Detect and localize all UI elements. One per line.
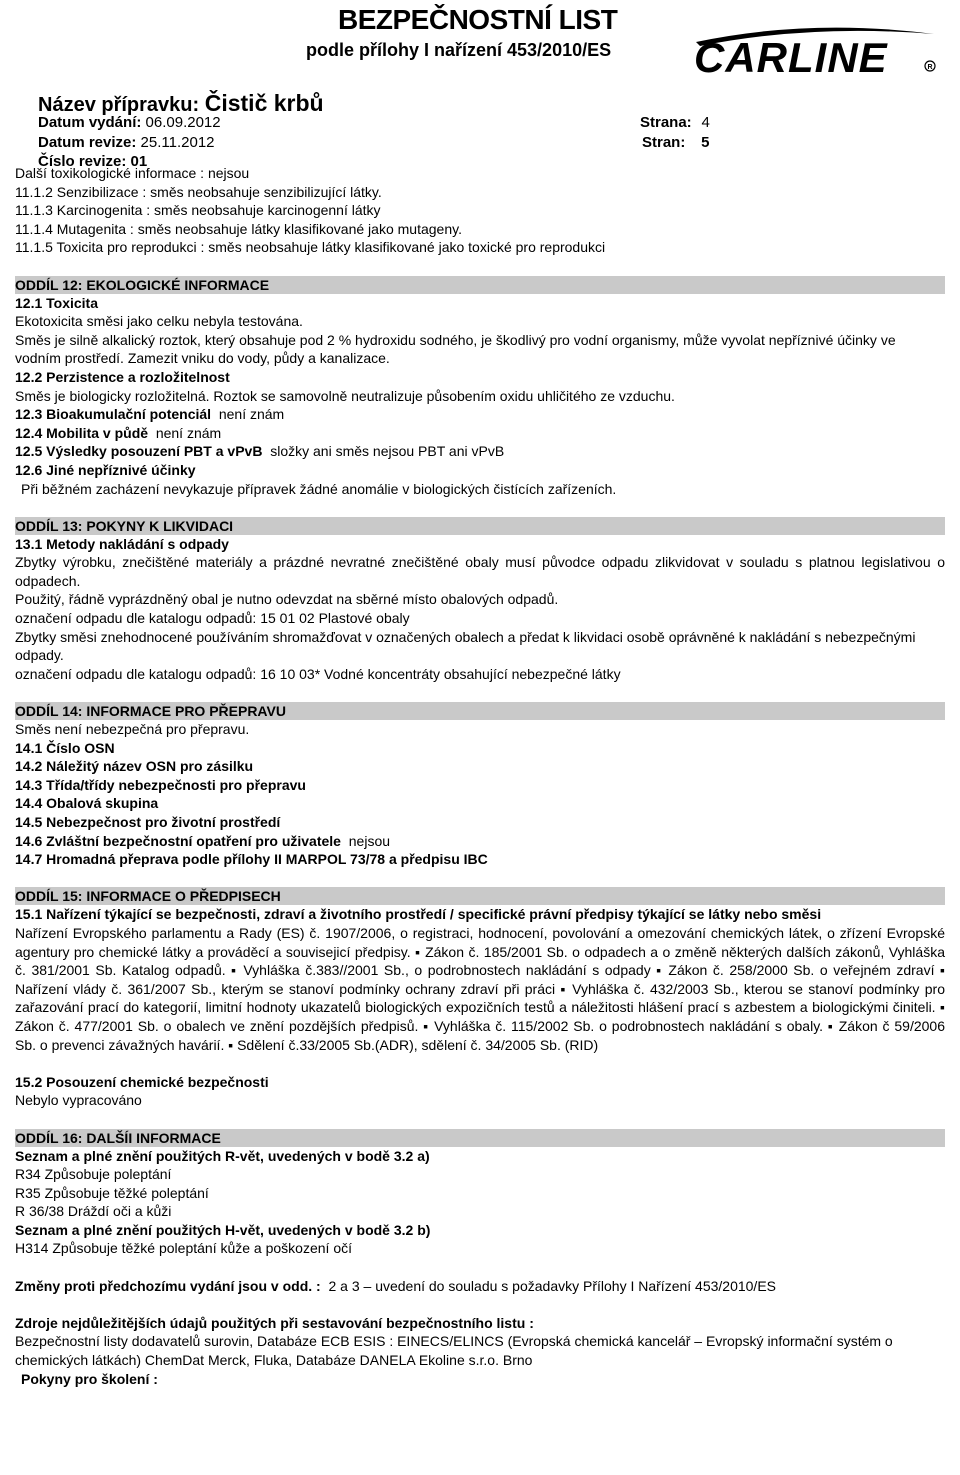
spacer (15, 1295, 945, 1314)
section-16-header: ODDÍL 16: DALŠÍI INFORMACE (15, 1129, 945, 1147)
section-15-header: ODDÍL 15: INFORMACE O PŘEDPISECH (15, 887, 945, 905)
s12-1-text-1: Ekotoxicita směsi jako celku nebyla testována. (15, 313, 303, 330)
s11-line-5: 11.1.5 Toxicita pro reprodukci : směs neobsahuje látky klasifikované jako toxické pro reprodukci (15, 239, 606, 256)
logo-text: CARLINE (694, 34, 888, 81)
carline-logo (690, 20, 940, 82)
page-label: Strana: (640, 114, 692, 131)
revision-date-label: Datum revize: (38, 134, 137, 151)
s12-5-heading: 12.5 Výsledky posouzení PBT a vPvB (15, 443, 263, 460)
s16-r34: R34 Způsobuje poleptání (15, 1166, 172, 1183)
s12-3-line (15, 405, 945, 424)
s14-6-heading: 14.6 Zvláštní bezpečnostní opatření pro uživatele (15, 832, 341, 849)
s15-1-text: Nařízení Evropského parlamentu a Rady (ES) č. 1907/2006, o registraci, hodnocení, povolování a omezování chemických látek, o zřízení Evropské agentury pro chemické látky a prováděcí a souvisejicí předpisy. ▪ Zákon č. 185/2001 Sb. o odpadech a o změně některých dalších zákonů, Vyhláška č. 381/2001 Sb. Katalog odpadů. ▪ Vyhláška č.383//2001 Sb., o podrobnostech nakládání s odpady ▪ Zákon č. 258/2000 Sb. o veřejném zdraví ▪ Nařízení vlády č. 361/2007 Sb., kterým se stanoví podmínky ochrany zdraví při práci ▪ Vyhláška č. 432/2003 Sb., kterou se stanoví podmínky pro zařazování prací do kategorií, limitní hodnoty ukazatelů biologických expozičních testů a náležitosti hlášení prací s azbestem a biologickými činiteli. ▪ Zákon č. 477/2001 Sb. o obalech ve znění pozdějších předpisů. ▪ Vyhláška č. 115/2002 Sb. o podrobnostech nakládání s obaly. ▪ Zákon č 59/2006 Sb. o prevenci závažných havárií. ▪ Sdělení č.33/2005 Sb.(ADR), sdělení č. 34/2005 Sb. (RID) (15, 924, 945, 1053)
spacer (15, 1110, 945, 1129)
document-subtitle: podle přílohy I nařízení 453/2010/ES (306, 40, 612, 60)
s14-4-heading: 14.4 Obalová skupina (15, 795, 159, 812)
issue-date-line (38, 114, 221, 131)
s12-1-text-2: Směs je silně alkalický roztok, který obsahuje pod 2 % hydroxidu sodného, je škodlivý pro vodní organismy, může vyvolat nepříznivé účinky ve vodním prostředí. Zamezit vniku do vody, půdy a kanalizace. (15, 331, 896, 367)
s16-changes-value: 2 a 3 – uvedení do souladu s požadavky Přílohy I Nařízení 453/2010/ES (328, 1277, 776, 1294)
product-name: Čistič krbů (204, 90, 324, 116)
s13-1-heading: 13.1 Metody nakládání s odpady (15, 535, 229, 552)
section-13-header: ODDÍL 13: POKYNY K LIKVIDACI (15, 517, 945, 535)
product-name-line (38, 90, 324, 117)
issue-date-label: Datum vydání: (38, 114, 142, 131)
s12-5-line (15, 442, 945, 461)
product-label: Název přípravku: (38, 94, 200, 116)
spacer (15, 498, 945, 517)
s14-intro: Směs není nebezpečná pro přepravu. (15, 721, 250, 738)
document-title: BEZPEČNOSTNÍ LIST (338, 4, 618, 35)
s16-changes-label: Změny proti předchozímu vydání jsou v odd. : (15, 1277, 321, 1294)
section-12-header: ODDÍL 12: EKOLOGICKÉ INFORMACE (15, 276, 945, 294)
revision-number-label: Číslo revize: (38, 153, 127, 170)
s13-1-text-4: Zbytky směsi znehodnocené používáním shromažďovat v označených obalech a předat k likvidaci osobě oprávněné k nakládání s nebezpečnými odpady. (15, 628, 916, 664)
s14-6-value: nejsou (348, 832, 391, 849)
revision-date-line (38, 134, 215, 151)
s12-2-heading: 12.2 Perzistence a rozložitelnost (15, 368, 230, 385)
s14-1-heading: 14.1 Číslo OSN (15, 739, 115, 756)
spacer (15, 1054, 945, 1073)
page-number: 4 (701, 114, 710, 131)
spacer (15, 257, 945, 276)
section-14-header: ODDÍL 14: INFORMACE PRO PŘEPRAVU (15, 702, 945, 720)
page-number-line (640, 114, 710, 131)
s12-3-value: není znám (218, 406, 285, 423)
s16-h314: H314 Způsobuje těžké poleptání kůže a poškození očí (15, 1240, 352, 1257)
s12-6-text: Při běžném zacházení nevykazuje přípravek žádné anomálie v biologických čistících zařízeních. (21, 480, 617, 497)
revision-number: 01 (130, 153, 148, 170)
issue-date: 06.09.2012 (145, 114, 221, 131)
s14-2-heading: 14.2 Náležitý název OSN pro zásilku (15, 758, 254, 775)
s12-6-heading: 12.6 Jiné nepříznivé účinky (15, 461, 196, 478)
s11-line-1: Další toxikologické informace : nejsou (15, 165, 250, 181)
s16-h-phrases-heading: Seznam a plné znění použitých H-vět, uvedených v bodě 3.2 b) (15, 1221, 431, 1238)
s13-1-text-1: Zbytky výrobku, znečištěné materiály a prázdné nevratné znečištěné obaly musí původce odpadu zlikvidovat v souladu s platnou legislativou o odpadech. (15, 554, 945, 589)
s14-3-heading: 14.3 Třída/třídy nebezpečnosti pro přepravu (15, 776, 306, 793)
s12-2-text: Směs je biologicky rozložitelná. Roztok se samovolně neutralizuje působením oxidu uhličitého ze vzduchu. (15, 387, 675, 404)
s16-r-phrases-heading: Seznam a plné znění použitých R-vět, uvedených v bodě 3.2 a) (15, 1147, 430, 1164)
s12-1-heading: 12.1 Toxicita (15, 294, 99, 311)
s16-changes-line (15, 1277, 945, 1296)
s14-6-line (15, 832, 945, 851)
s14-7-heading: 14.7 Hromadná přeprava podle přílohy II MARPOL 73/78 a předpisu IBC (15, 851, 488, 868)
s14-5-heading: 14.5 Nebezpečnost pro životní prostředí (15, 814, 281, 830)
page-count: 5 (701, 134, 710, 151)
s16-sources-heading: Zdroje nejdůležitějších údajů použitých při sestavování bezpečnostního listu : (15, 1314, 534, 1331)
s12-3-heading: 12.3 Bioakumulační potenciál (15, 406, 212, 423)
s11-line-4: 11.1.4 Mutagenita : směs neobsahuje látky klasifikované jako mutageny. (15, 220, 462, 237)
revision-date: 25.11.2012 (140, 134, 215, 151)
s16-r35: R35 Způsobuje těžké poleptání (15, 1184, 209, 1201)
s12-5-value: složky ani směs nejsou PBT ani vPvB (270, 443, 505, 460)
svg-text:R: R (927, 64, 933, 71)
spacer (15, 869, 945, 888)
spacer (15, 1258, 945, 1277)
s12-4-line (15, 424, 945, 443)
s11-line-3: 11.1.3 Karcinogenita : směs neobsahuje karcinogenní látky (15, 202, 381, 219)
page-count-line (642, 134, 710, 151)
s16-sources-text: Bezpečnostní listy dodavatelů surovin, Databáze ECB ESIS : EINECS/ELINCS (Evropská chemická kancelář – Evropský informační systém o chemických látkách) ChemDat Merck, Fluka, Databáze DANELA Ekoline s.r.o. Brno (15, 1333, 893, 1369)
pages-label: Stran: (642, 134, 686, 151)
s13-1-text-2: Použitý, řádně vyprázdněný obal je nutno odevzdat na sběrné místo obalových odpadů. (15, 591, 559, 608)
s12-4-heading: 12.4 Mobilita v půdě (15, 424, 149, 441)
s15-2-heading: 15.2 Posouzení chemické bezpečnosti (15, 1073, 269, 1090)
s15-1-heading: 15.1 Nařízení týkající se bezpečnosti, zdraví a životního prostředí / specifické právní předpisy týkající se látky nebo směsi (15, 906, 822, 923)
s11-line-2: 11.1.2 Senzibilizace : směs neobsahuje senzibilizující látky. (15, 183, 382, 200)
document-body (15, 164, 945, 1388)
s13-1-text-5: označení odpadu dle katalogu odpadů: 16 10 03* Vodné koncentráty obsahující nebezpečné látky (15, 665, 621, 682)
s15-2-text: Nebylo vypracováno (15, 1092, 142, 1109)
spacer (15, 683, 945, 702)
s16-r36-38: R 36/38 Dráždí oči a kůži (15, 1203, 172, 1220)
s16-training-heading: Pokyny pro školení : (21, 1370, 158, 1387)
s12-4-value: není znám (155, 424, 222, 441)
s13-1-text-3: označení odpadu dle katalogu odpadů: 15 01 02 Plastové obaly (15, 610, 410, 627)
